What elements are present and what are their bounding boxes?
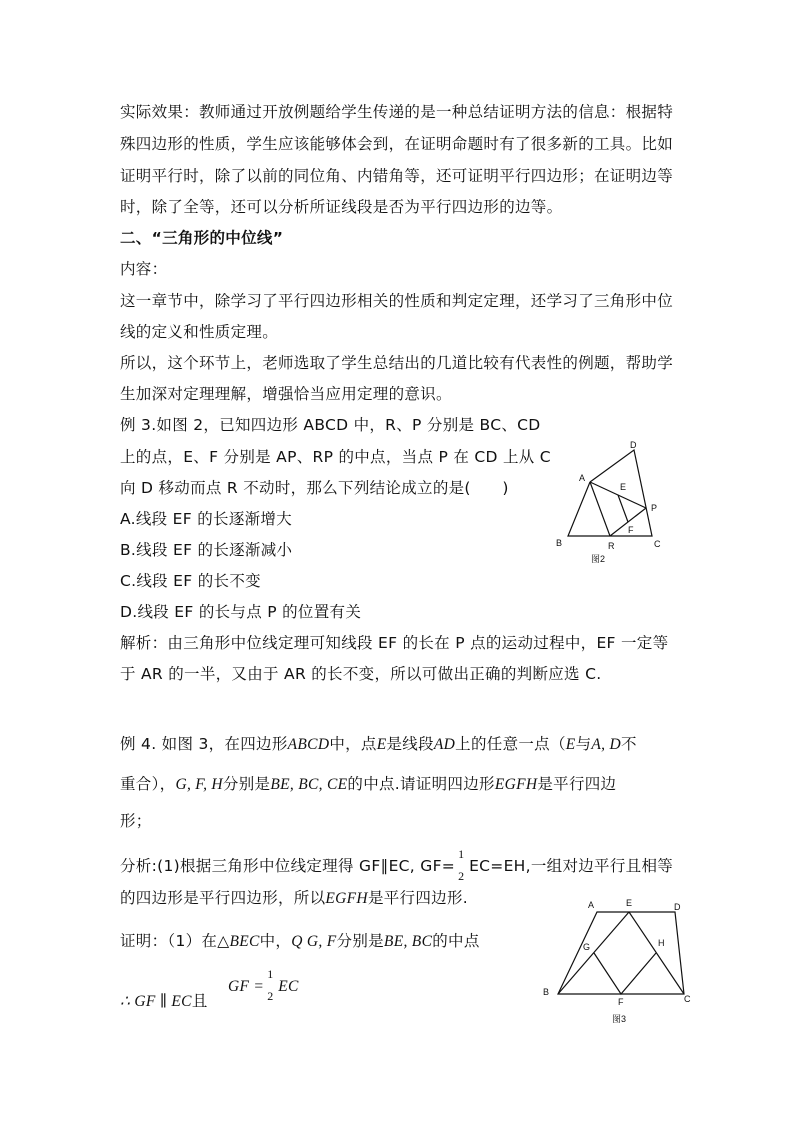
- fig2-label-f: F: [628, 525, 634, 535]
- proof-line-2: ∴ GF ∥ EC且: [120, 992, 208, 1010]
- fig3-caption: 图3: [612, 1014, 627, 1024]
- math-q-g-f: Q G, F: [291, 933, 337, 950]
- content-label: 内容：: [120, 260, 168, 278]
- example3-line-3: 向 D 移动而点 R 不动时，那么下列结论成立的是( ): [120, 479, 509, 497]
- fig2-label-c: C: [654, 539, 661, 549]
- math-egfh-2: EGFH: [325, 890, 368, 907]
- fig2-label-a: A: [579, 473, 586, 483]
- section-title: 二、“三角形的中位线”: [120, 229, 284, 247]
- analysis4-line-1: 分析:(1)根据三角形中位线定理得 GF∥EC, GF= 1 2 EC=EH,一组对边平行且相等: [120, 846, 674, 883]
- example3-line-1: 例 3.如图 2，已知四边形 ABCD 中，R、P 分别是 BC、CD: [120, 416, 541, 434]
- fig3-label-e: E: [626, 898, 633, 908]
- proof-line-1: 证明：（1）在△BEC中，Q G, F分别是BE, BC的中点: [120, 932, 480, 950]
- analysis3-line-1: 解析：由三角形中位线定理可知线段 EF 的长在 P 点的运动过程中，EF 一定等: [120, 634, 669, 652]
- example4-line-1: 例 4. 如图 3，在四边形ABCD中，点E是线段AD上的任意一点（E与A, D不: [120, 735, 637, 753]
- math-abcd: ABCD: [287, 736, 330, 753]
- fig2-quadrilateral: [568, 450, 652, 536]
- math-egfh: EGFH: [494, 776, 538, 793]
- fig3-label-h: H: [658, 938, 665, 948]
- effect-line-4: 时，除了全等，还可以分析所证线段是否为平行四边形的边等。: [120, 198, 563, 216]
- fig3-label-d: D: [674, 902, 681, 912]
- math-gf-parallel-ec: ∴ GF ∥ EC: [120, 993, 192, 1010]
- fig3-label-a: A: [588, 900, 595, 910]
- option-a: A.线段 EF 的长逐渐增大: [120, 510, 293, 528]
- math-e: E: [376, 736, 387, 753]
- fig3-label-g: G: [583, 942, 591, 952]
- math-be-bc: BE, BC: [383, 933, 433, 950]
- proof-formula: GF = 1 2 EC: [228, 966, 299, 1003]
- fraction-one-half: 1 2: [458, 846, 465, 883]
- fraction-one-half-2: 1 2: [267, 966, 274, 1003]
- content-line-3: 所以，这个环节上，老师选取了学生总结出的几道比较有代表性的例题，帮助学: [120, 354, 674, 372]
- content-line-2: 线的定义和性质定理。: [120, 323, 279, 341]
- fig3-segment-be: [558, 912, 629, 994]
- figure-3: [538, 896, 700, 1030]
- effect-line-3: 证明平行时，除了以前的同位角、内错角等，还可证明平行四边形；在证明边等: [120, 167, 674, 185]
- fig2-label-b: B: [556, 538, 563, 548]
- example4-line-2: 重合），G, F, H分别是BE, BC, CE的中点.请证明四边形EGFH是平行四边: [120, 775, 617, 793]
- analysis4-line-2: 的四边形是平行四边形，所以EGFH是平行四边形.: [120, 889, 468, 907]
- fig2-label-e: E: [620, 482, 627, 492]
- math-e-2: E: [565, 736, 576, 753]
- fig2-label-p: P: [651, 503, 658, 513]
- example3-line-2: 上的点，E、F 分别是 AP、RP 的中点，当点 P 在 CD 上从 C: [120, 448, 551, 466]
- math-gfh: G, F, H: [175, 776, 223, 793]
- fig3-parallelogram: [594, 953, 656, 994]
- fig3-label-f: F: [618, 997, 624, 1007]
- math-a-d: A, D: [591, 736, 621, 753]
- analysis3-line-2: 于 AR 的一半，又由于 AR 的长不变，所以可做出正确的判断应选 C.: [120, 665, 602, 683]
- math-ad: AD: [433, 736, 456, 753]
- option-b: B.线段 EF 的长逐渐减小: [120, 541, 293, 559]
- option-c: C.线段 EF 的长不变: [120, 572, 261, 590]
- content-line-1: 这一章节中，除学习了平行四边形相关的性质和判定定理，还学习了三角形中位: [120, 292, 674, 310]
- fig2-label-r: R: [608, 541, 615, 551]
- fig3-label-b: B: [543, 987, 550, 997]
- effect-line-1: 实际效果：教师通过开放例题给学生传递的是一种总结证明方法的信息：根据特: [120, 103, 674, 121]
- example4-line-3: 形；: [120, 812, 152, 830]
- fig3-label-c: C: [684, 994, 691, 1004]
- math-be-bc-ce: BE, BC, CE: [270, 776, 348, 793]
- fig3-quadrilateral: [558, 912, 684, 994]
- fig2-caption: 图2: [591, 554, 606, 564]
- math-triangle-bec: △BEC: [217, 933, 260, 950]
- effect-line-2: 殊四边形的性质，学生应该能够体会到，在证明命题时有了很多新的工具。比如: [120, 135, 674, 153]
- content-line-4: 生加深对定理理解，增强恰当应用定理的意识。: [120, 385, 452, 403]
- figure-2: [548, 438, 678, 570]
- fig2-label-d: D: [630, 440, 637, 450]
- option-d: D.线段 EF 的长与点 P 的位置有关: [120, 603, 362, 621]
